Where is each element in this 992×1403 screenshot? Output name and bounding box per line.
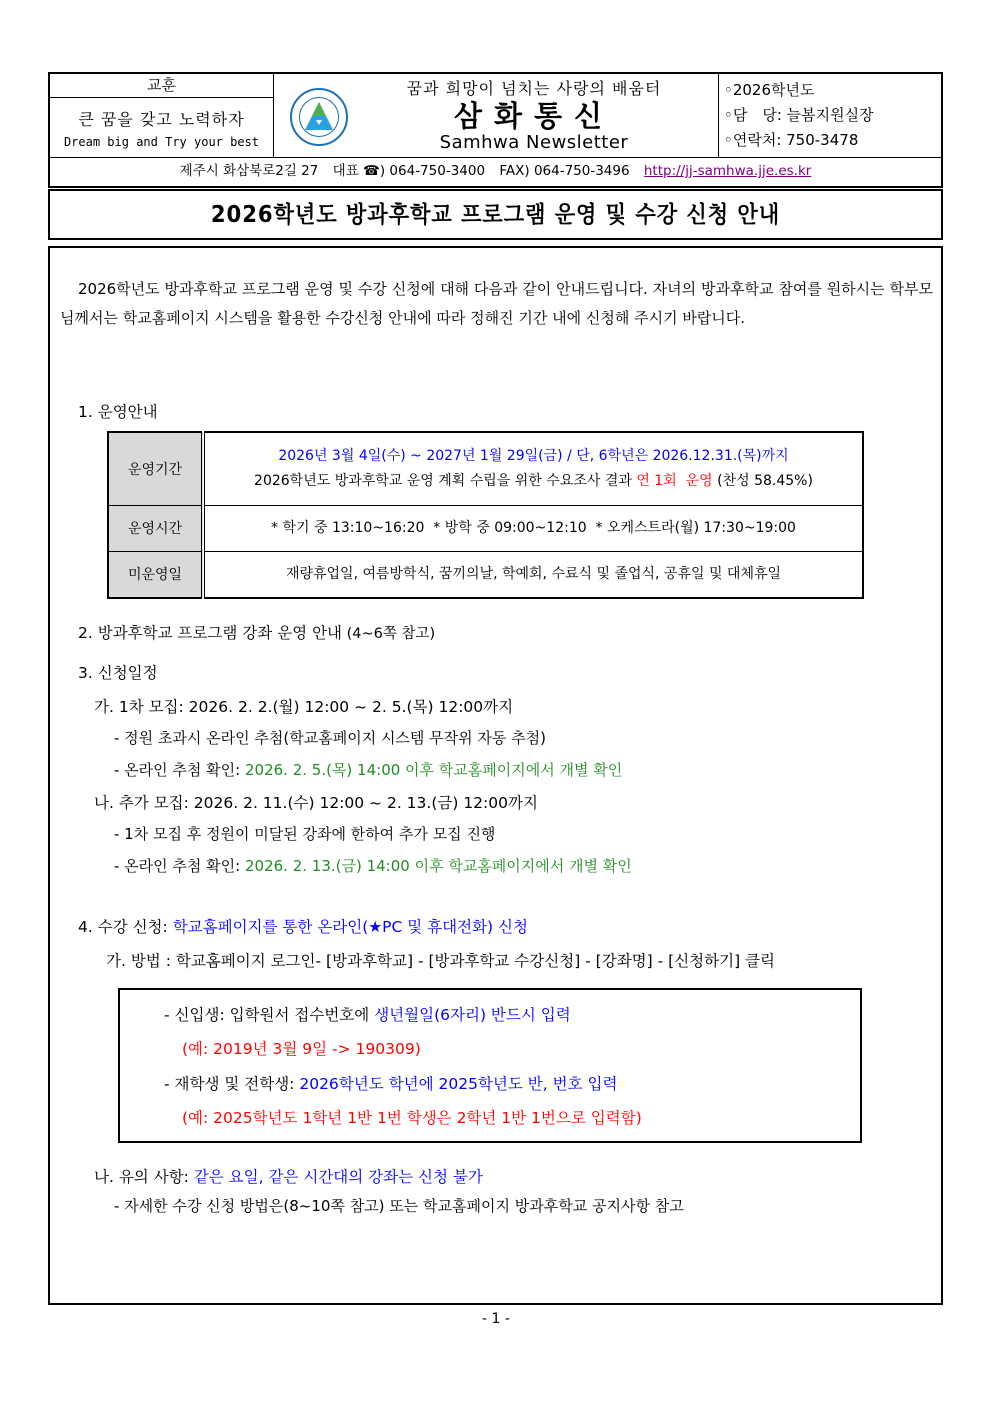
first-round-lottery: - 정원 초과시 온라인 추첨(학교홈페이지 시스템 무작위 자동 추첨): [114, 729, 547, 747]
section-4-heading: 4. 수강 신청: 학교홈페이지를 통한 온라인(★PC 및 휴대전화) 신청: [78, 918, 528, 936]
issue-info: [718, 74, 941, 158]
second-round-title: 나. 추가 모집: 2026. 2. 11.(수) 12:00 ~ 2. 13.(금) 12:00까지: [94, 794, 538, 812]
motto-title: 교훈: [50, 74, 273, 98]
info-contact-person: ◦담 당: 늘봄지원실장: [724, 106, 874, 124]
address: 제주시 화삼북로2길 27: [179, 163, 319, 179]
masthead-english: Samhwa Newsletter: [439, 132, 629, 153]
intro-paragraph: 2026학년도 방과후학교 프로그램 운영 및 수강 신청에 대해 다음과 같이 안내드립니다. 자녀의 방과후학교 참여를 원하시는 학부모님께서는 학교홈페이지 시스템을 활용한 수강신청 안내에 따라 정해진 기간 내에 신청해 주시기 바랍니다.: [60, 280, 933, 327]
row-label-hours: 운영시간: [108, 505, 203, 551]
period-dates: 2026년 3월 4일(수) ~ 2027년 1월 29일(금) / 단, 6학년은 2026.12.31.(목)까지: [278, 447, 789, 464]
newsletter-header: [48, 72, 943, 188]
school-contact-line: [50, 158, 941, 186]
new-student-instruction: - 신입생: 입학원서 접수번호에 생년월일(6자리) 반드시 입력: [164, 1006, 571, 1024]
table-row: [108, 432, 863, 505]
triangle-logo-icon: [303, 100, 335, 134]
document-title: 2026학년도 방과후학교 프로그램 운영 및 수강 신청 안내: [210, 202, 781, 228]
motto-korean: 큰 꿈을 갖고 노력하자: [78, 110, 245, 129]
second-round-note: - 1차 모집 후 정원이 미달된 강좌에 한하여 추가 모집 진행: [114, 825, 496, 843]
school-motto: [50, 74, 274, 158]
survey-result: 2026학년도 방과후학교 운영 계획 수립을 위한 수요조사 결과 연 1회 운영 (찬성 58.45%): [254, 472, 813, 489]
phone-label: 대표 ☎): [332, 163, 386, 179]
table-row: [108, 551, 863, 598]
section-3-heading: 3. 신청일정: [78, 664, 158, 682]
masthead-subtitle: 꿈과 희망이 넘치는 사랑의 배움터: [406, 79, 662, 98]
fax-number: 064-750-3496: [533, 163, 630, 179]
section-1-heading: 1. 운영안내: [78, 403, 158, 421]
info-year: ◦2026학년도: [724, 81, 815, 99]
masthead-title: 삼화통신: [453, 99, 615, 133]
caution-detail: - 자세한 수강 신청 방법은(8~10쪽 참고) 또는 학교홈페이지 방과후학교 공지사항 참고: [114, 1197, 684, 1215]
website-link[interactable]: http://jj-samhwa.jje.es.kr: [643, 163, 812, 179]
caution-heading: 나. 유의 사항: 같은 요일, 같은 시간대의 강좌는 신청 불가: [94, 1168, 483, 1186]
motto-english: Dream big and Try your best: [63, 135, 260, 149]
masthead: [350, 74, 718, 158]
info-phone: ◦연락처: 750-3478: [724, 131, 859, 149]
operation-period-value: [203, 432, 863, 505]
section-2-note: (4~6쪽 참고): [342, 626, 436, 642]
section-2-heading: 2. 방과후학교 프로그램 강좌 운영 안내 (4~6쪽 참고): [78, 624, 436, 642]
document-title-box: [48, 189, 943, 240]
phone-number: 064-750-3400: [389, 163, 486, 179]
operation-hours-value: * 학기 중 13:10~16:20 * 방학 중 09:00~12:10 * 오케스트라(월) 17:30~19:00: [203, 505, 863, 551]
document-body: [48, 246, 943, 1305]
table-row: [108, 505, 863, 551]
row-label-closed-days: 미운영일: [108, 551, 203, 598]
frequency-highlight: 연 1회 운영: [636, 472, 713, 489]
operation-table: [107, 431, 864, 599]
apply-method: 가. 방법 : 학교홈페이지 로그인- [방과후학교] - [방과후학교 수강신청] - [강좌명] - [신청하기] 클릭: [106, 952, 776, 970]
existing-student-example: (예: 2025학년도 1학년 1반 1번 학생은 2학년 1반 1번으로 입력함): [182, 1109, 642, 1127]
row-label-period: 운영기간: [108, 432, 203, 505]
fax-label: FAX): [499, 163, 530, 179]
first-round-result: - 온라인 추첨 확인: 2026. 2. 5.(목) 14:00 이후 학교홈페이지에서 개별 확인: [114, 761, 623, 779]
input-instructions-box: [118, 988, 862, 1143]
page-number: - 1 -: [482, 1311, 510, 1327]
school-emblem-icon: [290, 88, 348, 146]
new-student-example: (예: 2019년 3월 9일 -> 190309): [182, 1040, 421, 1058]
closed-days-value: 재량휴업일, 여름방학식, 꿈끼의날, 학예회, 수료식 및 졸업식, 공휴일 및 대체휴일: [203, 551, 863, 598]
second-round-result: - 온라인 추첨 확인: 2026. 2. 13.(금) 14:00 이후 학교홈페이지에서 개별 확인: [114, 857, 632, 875]
existing-student-instruction: - 재학생 및 전학생: 2026학년도 학년에 2025학년도 반, 번호 입력: [164, 1075, 618, 1093]
header-top-row: [50, 74, 941, 158]
first-round-title: 가. 1차 모집: 2026. 2. 2.(월) 12:00 ~ 2. 5.(목) 12:00까지: [94, 698, 514, 716]
